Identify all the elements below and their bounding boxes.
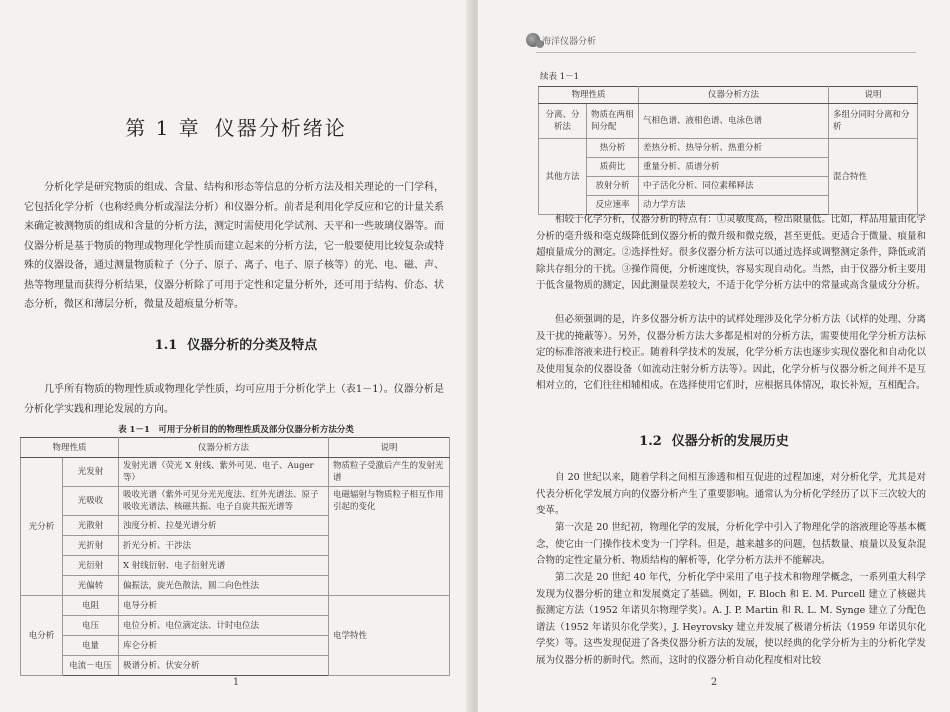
property-cell: 电压: [63, 616, 119, 636]
property-cell: 质荷比: [587, 158, 639, 177]
method-cell: 动力学方法: [639, 196, 829, 215]
method-cell: 气相色谱、液相色谱、电泳色谱: [639, 104, 829, 139]
section-name: 仪器分析的发展历史: [671, 434, 789, 449]
header-note: 说明: [329, 438, 450, 458]
running-head: 海洋仪器分析: [542, 37, 597, 47]
method-cell: 吸收光谱（紫外可见分光光度法、红外光谱法、原子吸收光谱法、核磁共振、电子自旋共振光谱等: [119, 487, 329, 516]
group-cell: 其他方法: [539, 139, 587, 215]
method-cell: 差热分析、热导分析、热重分析: [639, 139, 829, 158]
header-property: 物理性质: [539, 87, 639, 104]
page-number-left: 1: [232, 677, 240, 688]
section-paragraph: 几乎所有物质的物理性质或物理化学性质，均可应用于分析化学上（表1－1）。仪器分析是分析化学实践和理论发展的方向。: [24, 384, 444, 415]
method-cell: X 射线衍射、电子衍射光谱: [119, 556, 329, 576]
table-row: [21, 487, 450, 516]
method-cell: 库仑分析: [119, 636, 329, 656]
method-cell: 浊度分析、拉曼光谱分析: [119, 516, 329, 536]
note-cell: 混合特性: [829, 139, 918, 215]
property-cell: 光衍射: [63, 556, 119, 576]
right-page: [478, 0, 950, 712]
history-paragraph-3: 第二次是 20 世纪 40 年代，分析化学中采用了电子技术和物理学概念，一系列重大科学发现为仪器分析的建立和发展奠定了基础。例如，F. Bloch 和 E. M. Purcell 建立了核磁共振测定方法（1952 年诺贝尔物理学奖）。A. J. P. Martin 和 R. L. M. Synge 建立了分配色谱法（1952 年诺贝尔化学奖），J. Heyrovsky 建立并发展了极谱分析法（1959 年诺贝尔化学奖）等。这些发现促进了各类仪器分析方法的发展，使以经典的化学分析为主的分析化学发展为仪器分析的新时代。然而，这时的仪器分析自动化程度相对比较: [536, 572, 926, 666]
features-paragraph: 相较于化学分析，仪器分析的特点有：①灵敏度高，检出限量低。比如，样品用量由化学分析的毫升级和毫克级降低到仪器分析的微升级和微克级，甚至更低。更适合于微量、痕量和超痕量成分的测定。②选择性好。很多仪器分析方法可以通过选择或调整测定条件，降低或消除共存组分的干扰。③操作简便，分析速度快，容易实现自动化。当然，由于仪器分析主要用于低含量物质的测定，因此测量误差较大，不适于化学分析方法中的常量或高含量成分分析。: [536, 214, 926, 292]
left-page: [0, 0, 472, 712]
page-number-right: 2: [710, 677, 718, 688]
table-row: [21, 458, 450, 487]
note-cell: 电学特性: [329, 596, 450, 676]
property-cell: 光偏转: [63, 576, 119, 596]
running-head-rule: [536, 52, 916, 53]
section-title-1-2: [478, 430, 950, 449]
table-header-row: [539, 87, 918, 104]
chapter-number: 第 1 章: [125, 116, 201, 140]
method-cell: 发射光谱（荧光 X 射线、紫外可见、电子、Auger 等）: [119, 458, 329, 487]
header-method: 仪器分析方法: [119, 438, 329, 458]
physical-properties-table: [20, 437, 450, 676]
section-title-1-1: [0, 334, 472, 353]
continued-table: [538, 86, 918, 215]
header-note: 说明: [829, 87, 918, 104]
property-cell: 电量: [63, 636, 119, 656]
method-cell: 电位分析、电位滴定法、计时电位法: [119, 616, 329, 636]
method-cell: 极谱分析、伏安分析: [119, 656, 329, 676]
group-cell: 电分析: [21, 596, 63, 676]
property-cell: 光散射: [63, 516, 119, 536]
table-header-row: [21, 438, 450, 458]
chapter-name: 仪器分析绪论: [214, 116, 347, 140]
section-name: 仪器分析的分类及特点: [187, 338, 318, 353]
note-cell: 多组分同时分离和分析: [829, 104, 918, 139]
property-cell: 放射分析: [587, 177, 639, 196]
history-paragraph-1: 自 20 世纪以来，随着学科之间相互渗透和相互促进的过程加速，对分析化学，尤其是对代表分析化学发展方向的仪器分析产生了重要影响。通常认为分析化学经历了以下三次较大的变革。: [536, 472, 926, 517]
method-cell: 折光分析、干涉法: [119, 536, 329, 556]
note-cell: 电磁辐射与物质粒子相互作用引起的变化: [329, 487, 450, 596]
table-row: [21, 596, 450, 616]
property-cell: 光折射: [63, 536, 119, 556]
property-cell: 反应速率: [587, 196, 639, 215]
note-cell: 物质粒子受激后产生的发射光谱: [329, 458, 450, 487]
property-cell: 光发射: [63, 458, 119, 487]
method-cell: 偏振法，旋光色散法，圆二向色性法: [119, 576, 329, 596]
section-number: 1.2: [639, 434, 662, 449]
header-property: 物理性质: [21, 438, 119, 458]
relationship-paragraph: 但必须强调的是，许多仪器分析方法中的试样处理涉及化学分析方法（试样的处理、分离及干扰的掩蔽等）。另外，仪器分析方法大多都是相对的分析方法，需要使用化学分析方法标定的标准溶液来进行校正。随着科学技术的发展，化学分析方法也逐步实现仪器化和自动化以及使用复杂的仪器设备（如流动注射分析方法等）。因此，化学分析与仪器分析之间并不是互相对立的，它们往往相辅相成。在选择使用它们时，应根据具体情况，取长补短，互相配合。: [536, 314, 926, 392]
section-number: 1.1: [154, 338, 178, 353]
property-cell: 光吸收: [63, 487, 119, 516]
property-cell: 物质在两相间分配: [587, 104, 639, 139]
property-cell: 电阻: [63, 596, 119, 616]
group-cell: 分离、分析法: [539, 104, 587, 139]
table-caption: 表 1－1 可用于分析目的的物理性质及部分仪器分析方法分类: [118, 425, 354, 435]
history-paragraph-2: 第一次是 20 世纪初，物理化学的发展，分析化学中引入了物理化学的溶液理论等基本概念，使它由一门操作技术变为一门学科。但是，越来越多的问题，包括数量、痕量以及复杂混合物的定性定量分析、物质结构的解析等，化学分析方法并不能解决。: [536, 522, 926, 567]
intro-paragraph: 分析化学是研究物质的组成、含量、结构和形态等信息的分析方法及相关理论的一门学科，它包括化学分析（也称经典分析或湿法分析）和仪器分析。前者是利用化学反应和它的计量关系来确定被测物质的组成和含量的分析方法，测定时需使用化学试剂、天平和一些玻璃仪器等。而仪器分析是基于物质的物理或物理化学性质而建立起来的分析方法，它一般要使用比较复杂或特殊的仪器设备，通过测量物质粒子（分子、原子、离子、电子、原子核等）的光、电、磁、声、热等物理量而获得分析结果，仪器分析除了可用于定性和定量分析外，还可用于结构、价态、状态分析，微区和薄层分析，微量及超痕量分析等。: [24, 182, 444, 310]
property-cell: 热分析: [587, 139, 639, 158]
group-cell: 光分析: [21, 458, 63, 596]
property-cell: 电流－电压: [63, 656, 119, 676]
method-cell: 电导分析: [119, 596, 329, 616]
method-cell: 中子活化分析、同位素稀释法: [639, 177, 829, 196]
method-cell: 重量分析、质谱分析: [639, 158, 829, 177]
table-row: [539, 139, 918, 158]
table-row: [539, 104, 918, 139]
header-method: 仪器分析方法: [639, 87, 829, 104]
chapter-title: [0, 112, 472, 141]
continued-table-label: 续表 1－1: [540, 72, 580, 82]
